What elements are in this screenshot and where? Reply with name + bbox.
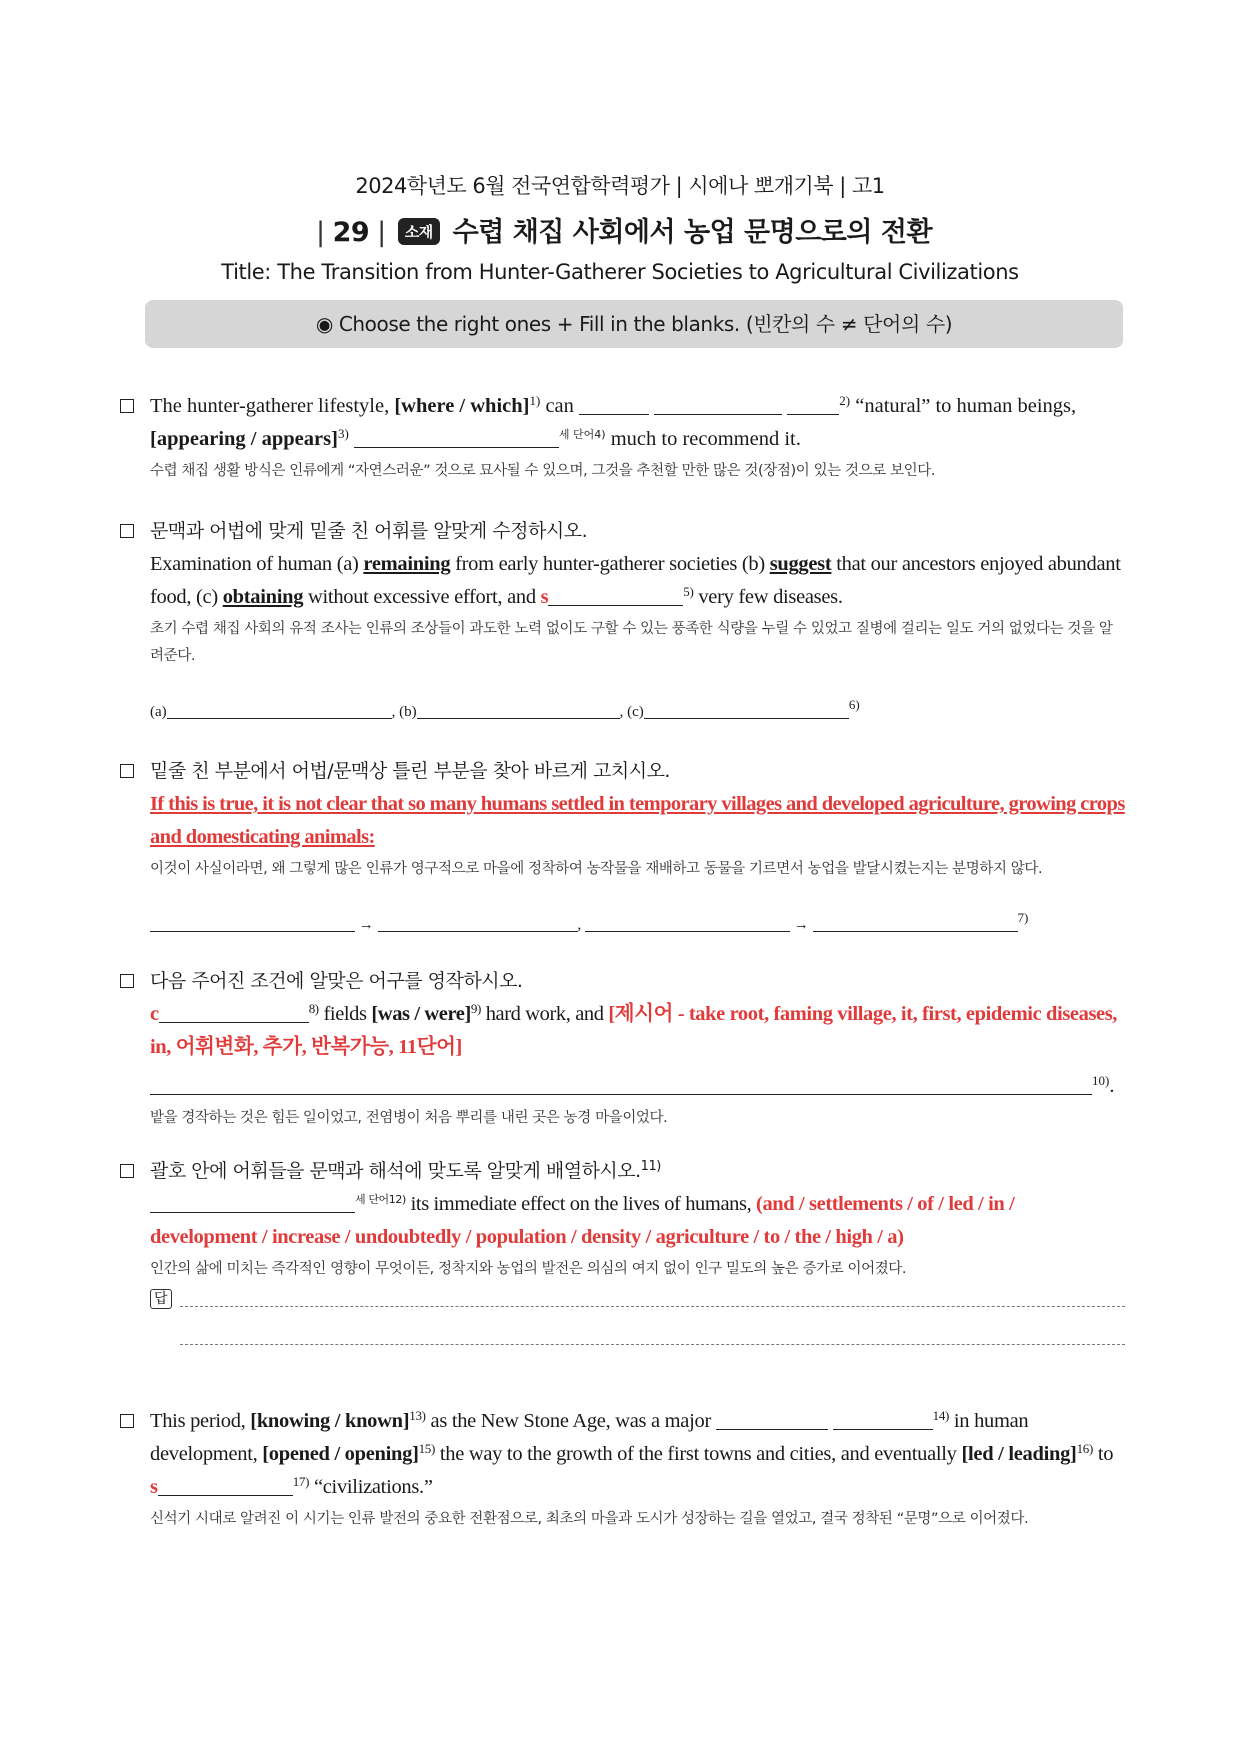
- answer-line[interactable]: [180, 1305, 1125, 1307]
- answer-blank-c[interactable]: [644, 698, 849, 719]
- condition-hint: [제시어 - take root, faming village, it, first, epidemic diseases, in, 어휘변화, 추가, 반복가능, 11단어]: [150, 1003, 1118, 1058]
- page-title: | 29 | 소재 수렵 채집 사회에서 농업 문명으로의 전환: [315, 217, 933, 248]
- question-4: 다음 주어진 조건에 알맞은 어구를 영작하시오. c $^{8)}$ fields [was / were]$^{9)}$ hard work, and [제시어 - take root, faming village, it, first, epidemic diseases, in, 어휘변화, 추가, 반복가능, 11단어] $^{10)}$. 밭을 경작하는 것은 힘든 일이었고, 전염병이 처음 뿌리를 내린 곳은 농경 마을이었다.: [120, 965, 1125, 1132]
- checkbox-icon: [120, 764, 134, 778]
- question-instruction: 문맥과 어법에 맞게 밑줄 친 어휘를 알맞게 수정하시오.: [150, 520, 588, 542]
- answer-blank[interactable]: [150, 911, 355, 932]
- underlined-word-a: remaining: [363, 553, 451, 575]
- checkbox-icon: [120, 1414, 134, 1428]
- answer-label: 답: [150, 1289, 172, 1309]
- choice-16: [led / leading]: [961, 1443, 1077, 1465]
- question-5: 괄호 안에 어휘들을 문맥과 해석에 맞도록 알맞게 배열하시오.$^{11)}$ $^{세 단어12)}$ its immediate effect on the lives of humans, (and / settlements / of / led / in / development / increase / undoubtedly / population / density / agriculture / to / the / high / a) 인간의 삶에 미치는 즉각적인 영향이 무엇이든, 정착지와 농업의 발전은 의심의 여지 없이 인구 밀도의 높은 증가로 이어졌다. 답: [120, 1155, 1125, 1363]
- question-instruction: 밑줄 친 부분에서 어법/문맥상 틀린 부분을 찾아 바르게 고치시오.: [150, 760, 670, 782]
- checkbox-icon: [120, 974, 134, 988]
- question-number: 29: [332, 217, 370, 248]
- translation: 초기 수렵 채집 사회의 유적 조사는 인류의 조상들이 과도한 노력 없이도 구할 수 있는 풍족한 식량을 누릴 수 있었고 질병에 걸리는 일도 거의 없었다는 것을 알려준다.: [150, 621, 1113, 664]
- blank[interactable]: [354, 427, 559, 448]
- choice-9: [was / were]: [371, 1003, 471, 1025]
- answer-blank-b[interactable]: [417, 698, 620, 719]
- instruction-banner: ◉ Choose the right ones + Fill in the blanks. (빈칸의 수 ≠ 단어의 수): [145, 300, 1123, 348]
- translation: 밭을 경작하는 것은 힘든 일이었고, 전염병이 처음 뿌리를 내린 곳은 농경 마을이었다.: [150, 1110, 668, 1126]
- topic-badge: 소재: [398, 218, 440, 245]
- translation: 인간의 삶에 미치는 즉각적인 영향이 무엇이든, 정착지와 농업의 발전은 의심의 여지 없이 인구 밀도의 높은 증가로 이어졌다.: [150, 1261, 907, 1277]
- blank[interactable]: [716, 1409, 828, 1430]
- blank[interactable]: [548, 585, 683, 606]
- answer-line[interactable]: [180, 1343, 1125, 1345]
- blank[interactable]: [654, 394, 782, 415]
- korean-title: 수렵 채집 사회에서 농업 문명으로의 전환: [452, 217, 933, 248]
- blank[interactable]: [833, 1409, 933, 1430]
- underlined-word-c: obtaining: [222, 586, 304, 608]
- checkbox-icon: [120, 524, 134, 538]
- translation: 신석기 시대로 알려진 이 시기는 인류 발전의 중요한 전환점으로, 최초의 마을과 도시가 성장하는 길을 열었고, 결국 정착된 “문명”으로 이어졌다.: [150, 1511, 1029, 1527]
- question-instruction: 괄호 안에 어휘들을 문맥과 해석에 맞도록 알맞게 배열하시오.$^{11)}$: [150, 1159, 661, 1182]
- blank[interactable]: [150, 1192, 355, 1213]
- target-sentence: If this is true, it is not clear that so many humans settled in temporary villages and developed agriculture, growing crops and domesticating animals:: [150, 793, 1125, 848]
- question-3: 밑줄 친 부분에서 어법/문맥상 틀린 부분을 찾아 바르게 고치시오. If this is true, it is not clear that so many humans settled in temporary villages and developed agriculture, growing crops and domesticating animals: 이것이 사실이라면, 왜 그렇게 많은 인류가 영구적으로 마을에 정착하여 농작물을 재배하고 동물을 기르면서 농업을 발달시켰는지는 분명하지 않다. → , → $^{7)}$: [120, 755, 1125, 942]
- question-1: The hunter-gatherer lifestyle, [where / which]$^{1)}$ can $^{2)}$ “natural” to human beings, [appearing / appears]$^{3)}$ $^{세 단어4)}$ much to recommend it. 수렵 채집 생활 방식은 인류에게 “자연스러운” 것으로 묘사될 수 있으며, 그것을 추천할 만한 많은 것(장점)이 있는 것으로 보인다.: [120, 390, 1125, 485]
- choice-1: [where / which]: [394, 395, 530, 417]
- english-title: Title: The Transition from Hunter-Gatherer Societies to Agricultural Civilizations: [221, 260, 1019, 284]
- checkbox-icon: [120, 399, 134, 413]
- answer-blank[interactable]: [585, 911, 790, 932]
- blank[interactable]: [159, 1002, 309, 1023]
- blank[interactable]: [787, 394, 839, 415]
- answer-blank[interactable]: [378, 911, 578, 932]
- answer-blank-a[interactable]: [167, 698, 392, 719]
- word-bank: (and / settlements / of / led / in / development / increase / undoubtedly / population / density / agriculture / to / the / high / a): [150, 1193, 1015, 1248]
- question-2: 문맥과 어법에 맞게 밑줄 친 어휘를 알맞게 수정하시오. Examination of human (a) remaining from early hunter-gatherer societies (b) suggest that our ancestors enjoyed abundant food, (c) obtaining without excessive effort, and s $^{5)}$ very few diseases. 초기 수렵 채집 사회의 유적 조사는 인류의 조상들이 과도한 노력 없이도 구할 수 있는 풍족한 식량을 누릴 수 있었고 질병에 걸리는 일도 거의 없었다는 것을 알려준다. (a) , (b) , (c) $^{6)}$: [120, 515, 1125, 729]
- checkbox-icon: [120, 1164, 134, 1178]
- header-subtitle: 2024학년도 6월 전국연합학력평가 | 시에나 뽀개기북 | 고1: [355, 174, 885, 198]
- translation: 수렵 채집 생활 방식은 인류에게 “자연스러운” 것으로 묘사될 수 있으며, 그것을 추천할 만한 많은 것(장점)이 있는 것으로 보인다.: [150, 463, 936, 479]
- blank[interactable]: [158, 1475, 293, 1496]
- blank[interactable]: [579, 394, 649, 415]
- choice-13: [knowing / known]: [250, 1410, 410, 1432]
- answer-blank[interactable]: [813, 911, 1018, 932]
- choice-3: [appearing / appears]: [150, 428, 338, 450]
- answer-blank[interactable]: [150, 1074, 1092, 1095]
- question-instruction: 다음 주어진 조건에 알맞은 어구를 영작하시오.: [150, 970, 523, 992]
- choice-15: [opened / opening]: [262, 1443, 419, 1465]
- underlined-word-b: suggest: [769, 553, 832, 575]
- question-6: This period, [knowing / known]$^{13)}$ as the New Stone Age, was a major $^{14)}$ in human development, [opened / opening]$^{15)}$ the way to the growth of the first towns and cities, and eventually [led / leading]$^{16)}$ to s $^{17)}$ “civilizations.” 신석기 시대로 알려진 이 시기는 인류 발전의 중요한 전환점으로, 최초의 마을과 도시가 성장하는 길을 열었고, 결국 정착된 “문명”으로 이어졌다.: [120, 1405, 1125, 1533]
- translation: 이것이 사실이라면, 왜 그렇게 많은 인류가 영구적으로 마을에 정착하여 농작물을 재배하고 동물을 기르면서 농업을 발달시켰는지는 분명하지 않다.: [150, 861, 1043, 877]
